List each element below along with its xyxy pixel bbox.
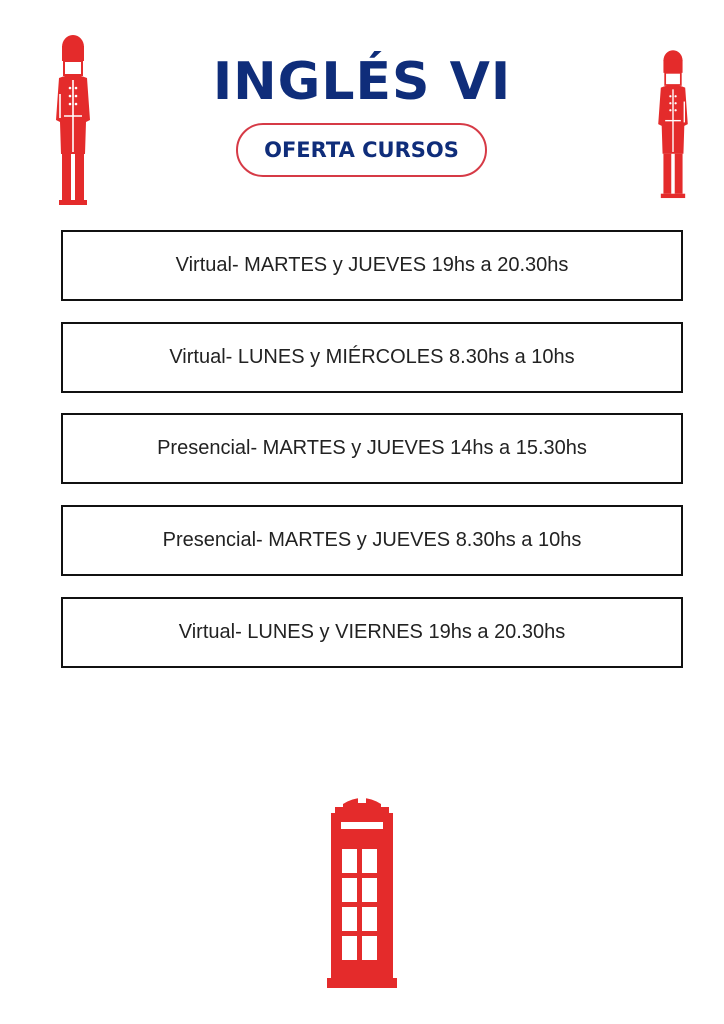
course-label: Presencial- MARTES y JUEVES 8.30hs a 10hs [162, 529, 582, 551]
course-option [61, 230, 683, 301]
course-option [61, 413, 683, 484]
course-option [61, 322, 683, 393]
course-label: Virtual- MARTES y JUEVES 19hs a 20.30hs [175, 254, 569, 276]
course-label: Virtual- LUNES y MIÉRCOLES 8.30hs a 10hs [169, 346, 575, 368]
page-title: INGLÉS VI [212, 52, 512, 112]
phone-booth-icon [327, 794, 397, 995]
subtitle-label: OFERTA CURSOS [264, 138, 459, 162]
course-label: Virtual- LUNES y VIERNES 19hs a 20.30hs [178, 621, 566, 643]
subtitle-badge [236, 123, 487, 177]
course-option [61, 505, 683, 576]
course-label: Presencial- MARTES y JUEVES 14hs a 15.30hs [157, 437, 587, 459]
course-option [61, 597, 683, 668]
